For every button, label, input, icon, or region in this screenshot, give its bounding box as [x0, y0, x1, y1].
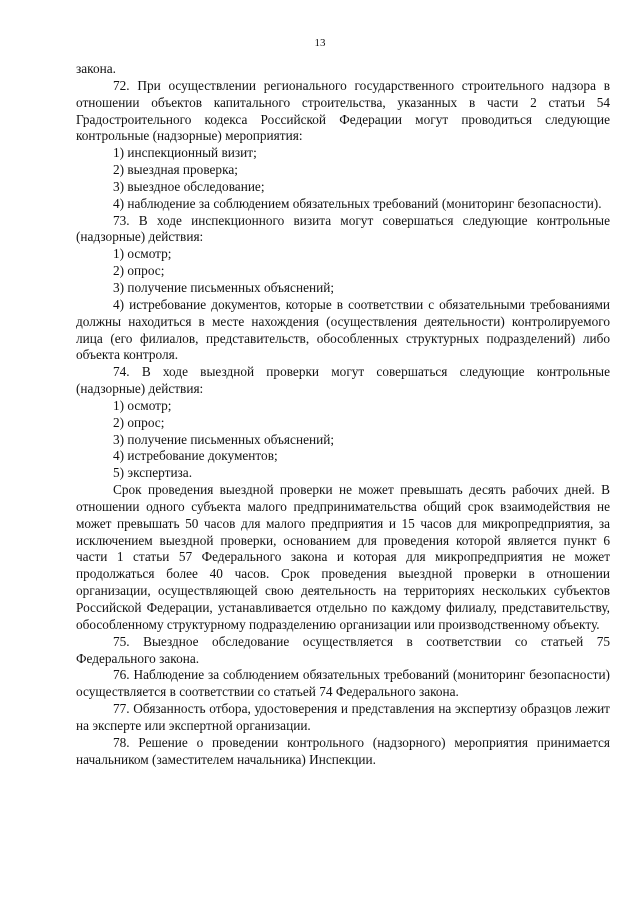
list-item: 5) экспертиза. — [113, 465, 193, 481]
paragraph-continuation: закона. — [76, 61, 116, 76]
list-item: 3) выездное обследование; — [113, 178, 265, 194]
paragraph-75: 75. Выездное обследование осуществляется в соответствии со статьей 75 Федерального закона. — [76, 633, 610, 666]
list-item: 1) осмотр; — [113, 246, 172, 262]
list-item: 3) получение письменных объяснений; — [113, 279, 335, 295]
list-item: 4) наблюдение за соблюдением обязательных требований (мониторинг безопасности). — [113, 195, 602, 211]
paragraph-76: 76. Наблюдение за соблюдением обязательных требований (мониторинг безопасности) осуществляется в соответствии со статьей 74 Федерального закона. — [76, 667, 610, 700]
list-item: 1) инспекционный визит; — [113, 145, 257, 161]
paragraph-78: 78. Решение о проведении контрольного (надзорного) мероприятия принимается начальником (заместителем начальника) Инспекции. — [76, 734, 610, 767]
list-item: 1) осмотр; — [113, 397, 172, 413]
list-item: 4) истребование документов, которые в соответствии с обязательными требованиями должны находиться в месте нахождения (осуществления деятельности) контролируемого лица (его филиалов, представительств, обособленных структурных подразделений) либо объекта контроля. — [76, 296, 610, 363]
paragraph-73: 73. В ходе инспекционного визита могут совершаться следующие контрольные (надзорные) действия: — [76, 212, 610, 245]
list-item: 2) опрос; — [113, 263, 165, 279]
paragraph-74: 74. В ходе выездной проверки могут совершаться следующие контрольные (надзорные) действия: — [76, 364, 610, 397]
list-item: 2) опрос; — [113, 414, 165, 430]
list-item: 2) выездная проверка; — [113, 162, 238, 178]
document-body — [76, 61, 610, 768]
paragraph-77: 77. Обязанность отбора, удостоверения и представления на экспертизу образцов лежит на эксперте или экспертной организации. — [76, 701, 610, 733]
paragraph-inspection-duration: Срок проведения выездной проверки не может превышать десять рабочих дней. В отношении одного субъекта малого предпринимательства общий срок взаимодействия не может превышать 50 часов для малого предприятия и 15 часов для микропредприятия, за исключением выездной проверки, основанием для проведения которой является пункт 6 части 1 статьи 57 Федерального закона и которая для микропредприятия не может продолжаться более 40 часов. Срок проведения выездной проверки в отношении организации, осуществляющей свою деятельность на территориях нескольких субъектов Российской Федерации, устанавливается отдельно по каждому филиалу, представительству, обособленному структурному подразделению организации или производственному объекту. — [76, 482, 610, 632]
page-number: 13 — [314, 37, 326, 49]
list-item: 4) истребование документов; — [113, 448, 278, 464]
paragraph-72: 72. При осуществлении регионального государственного строительного надзора в отношении объектов капитального строительства, указанных в части 2 статьи 54 Градостроительного кодекса Российской Федерации могут проводиться следующие контрольные (надзорные) мероприятия: — [76, 77, 610, 144]
list-item: 3) получение письменных объяснений; — [113, 431, 335, 447]
